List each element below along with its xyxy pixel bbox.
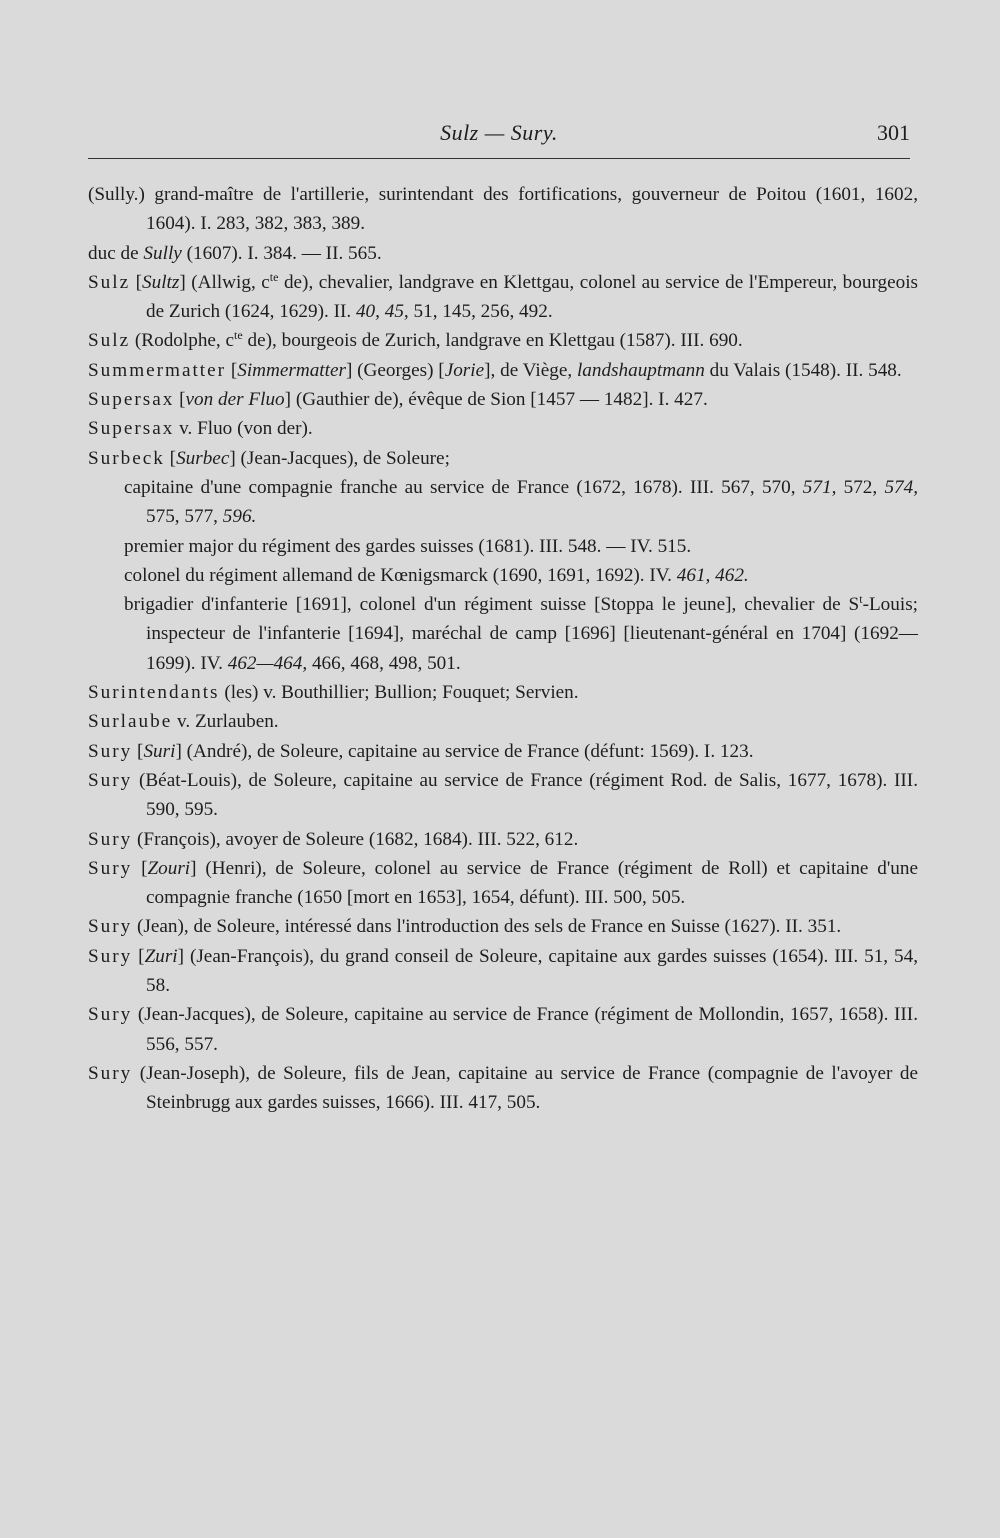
index-subentry: brigadier d'infanterie [1691], colonel d'un régiment suisse [Stoppa le jeune], chevalier de $S^t$-Louis; inspecteur de l'infanterie [1694], maréchal de camp [1696] [lieutenant-général en 1704] (1692—1699). IV. 462—464, 466, 468, 498, 501. (124, 592, 918, 674)
entry-headword: Surbeck (88, 447, 165, 469)
index-entry: Sury (Jean-Joseph), de Soleure, fils de Jean, capitaine au service de France (compagnie de l'avoyer de Steinbrugg aux gardes suisses, 1666). III. 417, 505. (88, 1062, 918, 1114)
index-entry: Sury [Zouri] (Henri), de Soleure, colonel au service de France (régiment de Roll) et capitaine d'une compagnie franche (1650 [mort en 1653], 1654, défunt). III. 500, 505. (88, 857, 919, 909)
index-entry: Sury [Suri] (André), de Soleure, capitaine au service de France (défunt: 1569). I. 123. (88, 740, 754, 762)
index-entry: duc de Sully (1607). I. 384. — II. 565. (88, 242, 382, 264)
index-entry: (Sully.) grand-maître de l'artillerie, surintendant des fortifications, gouverneur de Poitou (1601, 1602, 1604). I. 283, 382, 383, 389. (88, 184, 918, 235)
index-entry: Sury (Jean-Jacques), de Soleure, capitaine au service de France (régiment de Mollondin, 1657, 1658). III. 556, 557. (88, 1004, 918, 1055)
running-title: Sulz — Sury. (440, 120, 558, 145)
entry-headword: Sury (88, 916, 133, 938)
entry-headword: Sury (88, 1062, 133, 1084)
header-rule (88, 158, 910, 159)
entry-headword: Sury (88, 828, 133, 850)
index-entry: Surlaube v. Zurlauben. (88, 711, 279, 733)
index-entry: Surbeck [Surbec] (Jean-Jacques), de Soleure; (88, 447, 450, 469)
entry-headword: Sury (88, 945, 133, 967)
index-entry: Supersax v. Fluo (von der). (88, 418, 313, 440)
entry-headword: Sulz (88, 330, 131, 352)
index-entry: Summermatter [Simmermatter] (Georges) [Jorie], de Viège, landshauptmann du Valais (1548). II. 548. (88, 359, 902, 381)
index-entries (88, 180, 918, 1118)
entry-headword: Sury (88, 1004, 133, 1026)
entry-headword: Sulz (88, 271, 131, 293)
entry-headword: Surlaube (88, 711, 173, 733)
entry-headword: Sury (88, 769, 133, 791)
index-entry: Sury [Zuri] (Jean-François), du grand conseil de Soleure, capitaine aux gardes suisses (1654). III. 51, 54, 58. (88, 945, 918, 997)
entry-headword: Sury (88, 857, 133, 879)
index-entry: Supersax [von der Fluo] (Gauthier de), évêque de Sion [1457 — 1482]. I. 427. (88, 389, 708, 411)
entry-headword: Summermatter (88, 359, 227, 381)
page-number: 301 (877, 120, 910, 145)
index-entry: Sury (Jean), de Soleure, intéressé dans l'introduction des sels de France en Suisse (1627). II. 351. (88, 916, 842, 938)
index-entry: Sulz (Rodolphe, $c^{te}$ de), bourgeois de Zurich, landgrave en Klettgau (1587). III. 690. (88, 328, 743, 352)
index-subentry: premier major du régiment des gardes suisses (1681). III. 548. — IV. 515. (124, 535, 692, 557)
index-entry: Surintendants (les) v. Bouthillier; Bullion; Fouquet; Servien. (88, 682, 579, 704)
index-entry: Sulz [Sultz] (Allwig, $c^{te}$ de), chevalier, landgrave en Klettgau, colonel au service de l'Empereur, bourgeois de Zurich (1624, 1629). II. 40, 45, 51, 145, 256, 492. (88, 269, 919, 323)
entry-headword: Sury (88, 740, 133, 762)
page-header (88, 120, 910, 152)
index-subentry: colonel du régiment allemand de Kœnigsmarck (1690, 1691, 1692). IV. 461, 462. (124, 564, 749, 586)
entry-headword: Supersax (88, 389, 175, 411)
entry-headword: Surintendants (88, 682, 220, 704)
entry-headword: Supersax (88, 418, 175, 440)
index-entry: Sury (François), avoyer de Soleure (1682, 1684). III. 522, 612. (88, 828, 579, 850)
index-subentry: capitaine d'une compagnie franche au service de France (1672, 1678). III. 567, 570, 571, 572, 574, 575, 577, 596. (124, 476, 919, 528)
index-entry: Sury (Béat-Louis), de Soleure, capitaine au service de France (régiment Rod. de Salis, 1677, 1678). III. 590, 595. (88, 769, 918, 821)
